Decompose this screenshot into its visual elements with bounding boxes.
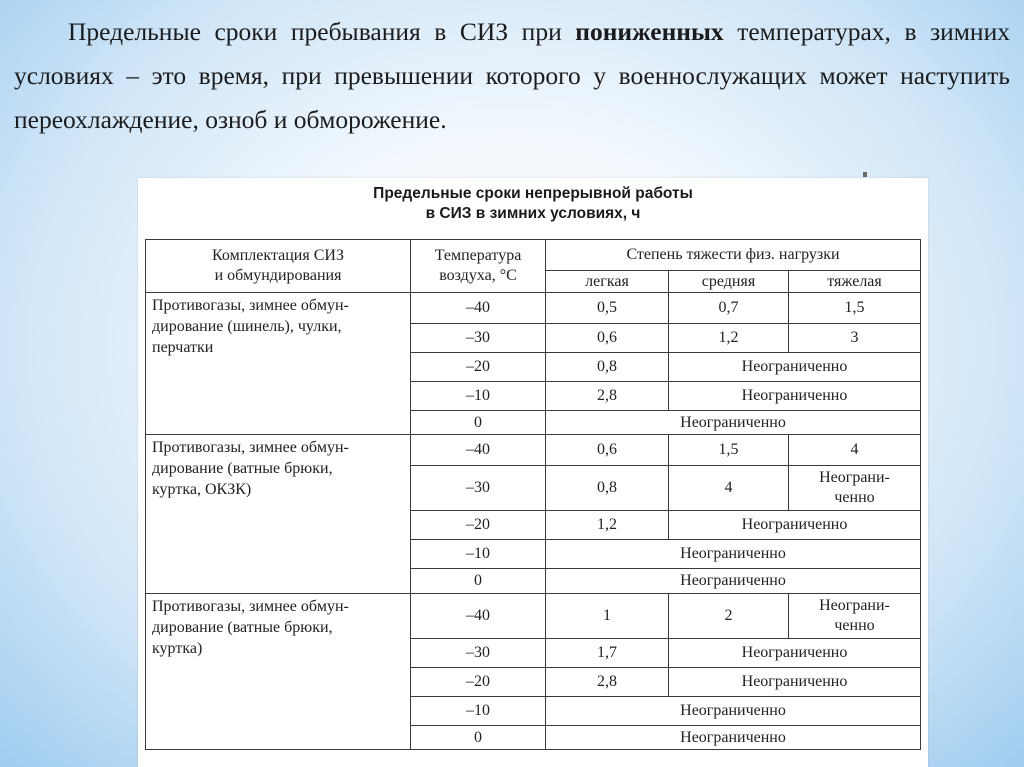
light-load-cell: 1,2 <box>546 511 669 540</box>
temperature-cell: –40 <box>411 594 546 639</box>
light-load-cell: 0,5 <box>546 293 669 324</box>
temperature-cell: 0 <box>411 726 546 750</box>
heavy-load-cell: 1,5 <box>789 293 921 324</box>
set-name-line: Противогазы, зимнее обмун- <box>152 598 349 615</box>
intro-bold-word: пониженных <box>575 17 724 46</box>
unlimited-cell: Неограниченно <box>669 668 921 697</box>
heavy-load-cell: 3 <box>789 324 921 353</box>
light-load-cell: 2,8 <box>546 382 669 411</box>
set-name-line: дирование (ватные брюки, <box>152 460 333 477</box>
set-name-line: дирование (ватные брюки, <box>152 619 333 636</box>
heavy-load-line: Неограни- <box>819 469 890 486</box>
heavy-load-line: Неограни- <box>819 597 890 614</box>
temperature-cell: 0 <box>411 569 546 594</box>
header-heavy: тяжелая <box>789 271 921 293</box>
heavy-load-line: ченно <box>834 489 875 506</box>
table-row <box>146 435 921 466</box>
temperature-cell: –40 <box>411 435 546 466</box>
temperature-cell: –40 <box>411 293 546 324</box>
header-row-1 <box>146 240 921 271</box>
header-light: легкая <box>546 271 669 293</box>
temperature-cell: –20 <box>411 668 546 697</box>
set-name-line: перчатки <box>152 339 214 356</box>
table-title <box>138 184 928 224</box>
light-load-cell: 1,7 <box>546 639 669 668</box>
heavy-load-line: ченно <box>834 617 875 634</box>
table-body <box>146 240 921 750</box>
medium-load-cell: 0,7 <box>669 293 789 324</box>
medium-load-cell: 2 <box>669 594 789 639</box>
medium-load-cell: 4 <box>669 466 789 511</box>
set-name-line: куртка, ОКЗК) <box>152 481 252 498</box>
set-name-line: Противогазы, зимнее обмун- <box>152 439 349 456</box>
table-row <box>146 594 921 639</box>
unlimited-cell: Неограниченно <box>546 726 921 750</box>
unlimited-cell: Неограниченно <box>546 540 921 569</box>
unlimited-cell: Неограниченно <box>669 511 921 540</box>
header-set-line-1: Комплектация СИЗ <box>212 247 344 264</box>
header-temp <box>411 240 546 293</box>
header-set-line-2: и обмундирования <box>214 267 342 284</box>
temperature-cell: –30 <box>411 324 546 353</box>
temperature-cell: –10 <box>411 382 546 411</box>
table-row <box>146 293 921 324</box>
light-load-cell: 1 <box>546 594 669 639</box>
intro-paragraph <box>14 10 1010 142</box>
medium-load-cell: 1,5 <box>669 435 789 466</box>
unlimited-cell: Неограниченно <box>546 697 921 726</box>
intro-text-end: температурах, в зимних условиях – это время, при превышении которого у военнослужащих может наступить переохлаждение, озноб и обморожение. <box>14 17 1010 134</box>
light-load-cell: 0,8 <box>546 466 669 511</box>
table-title-line-2: в СИЗ в зимних условиях, ч <box>425 205 641 222</box>
scan-mark <box>863 172 867 177</box>
temperature-cell: –10 <box>411 697 546 726</box>
temperature-cell: –30 <box>411 639 546 668</box>
header-temp-line-2: воздуха, °С <box>439 267 517 284</box>
intro-text-start: Предельные сроки пребывания в СИЗ при <box>68 17 576 46</box>
medium-load-cell: 1,2 <box>669 324 789 353</box>
header-medium: средняя <box>669 271 789 293</box>
light-load-cell: 0,6 <box>546 435 669 466</box>
temperature-cell: –20 <box>411 353 546 382</box>
light-load-cell: 0,6 <box>546 324 669 353</box>
set-name-cell <box>146 594 411 750</box>
temperature-cell: –10 <box>411 540 546 569</box>
table-sheet <box>138 178 928 767</box>
set-name-cell <box>146 293 411 435</box>
set-name-line: дирование (шинель), чулки, <box>152 318 342 335</box>
unlimited-cell: Неограниченно <box>546 569 921 594</box>
header-temp-line-1: Температура <box>434 247 522 264</box>
set-name-line: Противогазы, зимнее обмун- <box>152 297 349 314</box>
limits-table <box>145 239 921 750</box>
unlimited-cell: Неограниченно <box>669 353 921 382</box>
heavy-load-cell <box>789 466 921 511</box>
header-set <box>146 240 411 293</box>
unlimited-cell: Неограниченно <box>669 382 921 411</box>
heavy-load-cell: 4 <box>789 435 921 466</box>
heavy-load-cell <box>789 594 921 639</box>
unlimited-cell: Неограниченно <box>546 411 921 435</box>
table-title-line-1: Предельные сроки непрерывной работы <box>373 185 693 202</box>
set-name-line: куртка) <box>152 640 203 657</box>
temperature-cell: –20 <box>411 511 546 540</box>
set-name-cell <box>146 435 411 594</box>
light-load-cell: 2,8 <box>546 668 669 697</box>
header-load: Степень тяжести физ. нагрузки <box>546 240 921 271</box>
temperature-cell: 0 <box>411 411 546 435</box>
temperature-cell: –30 <box>411 466 546 511</box>
unlimited-cell: Неограниченно <box>669 639 921 668</box>
light-load-cell: 0,8 <box>546 353 669 382</box>
